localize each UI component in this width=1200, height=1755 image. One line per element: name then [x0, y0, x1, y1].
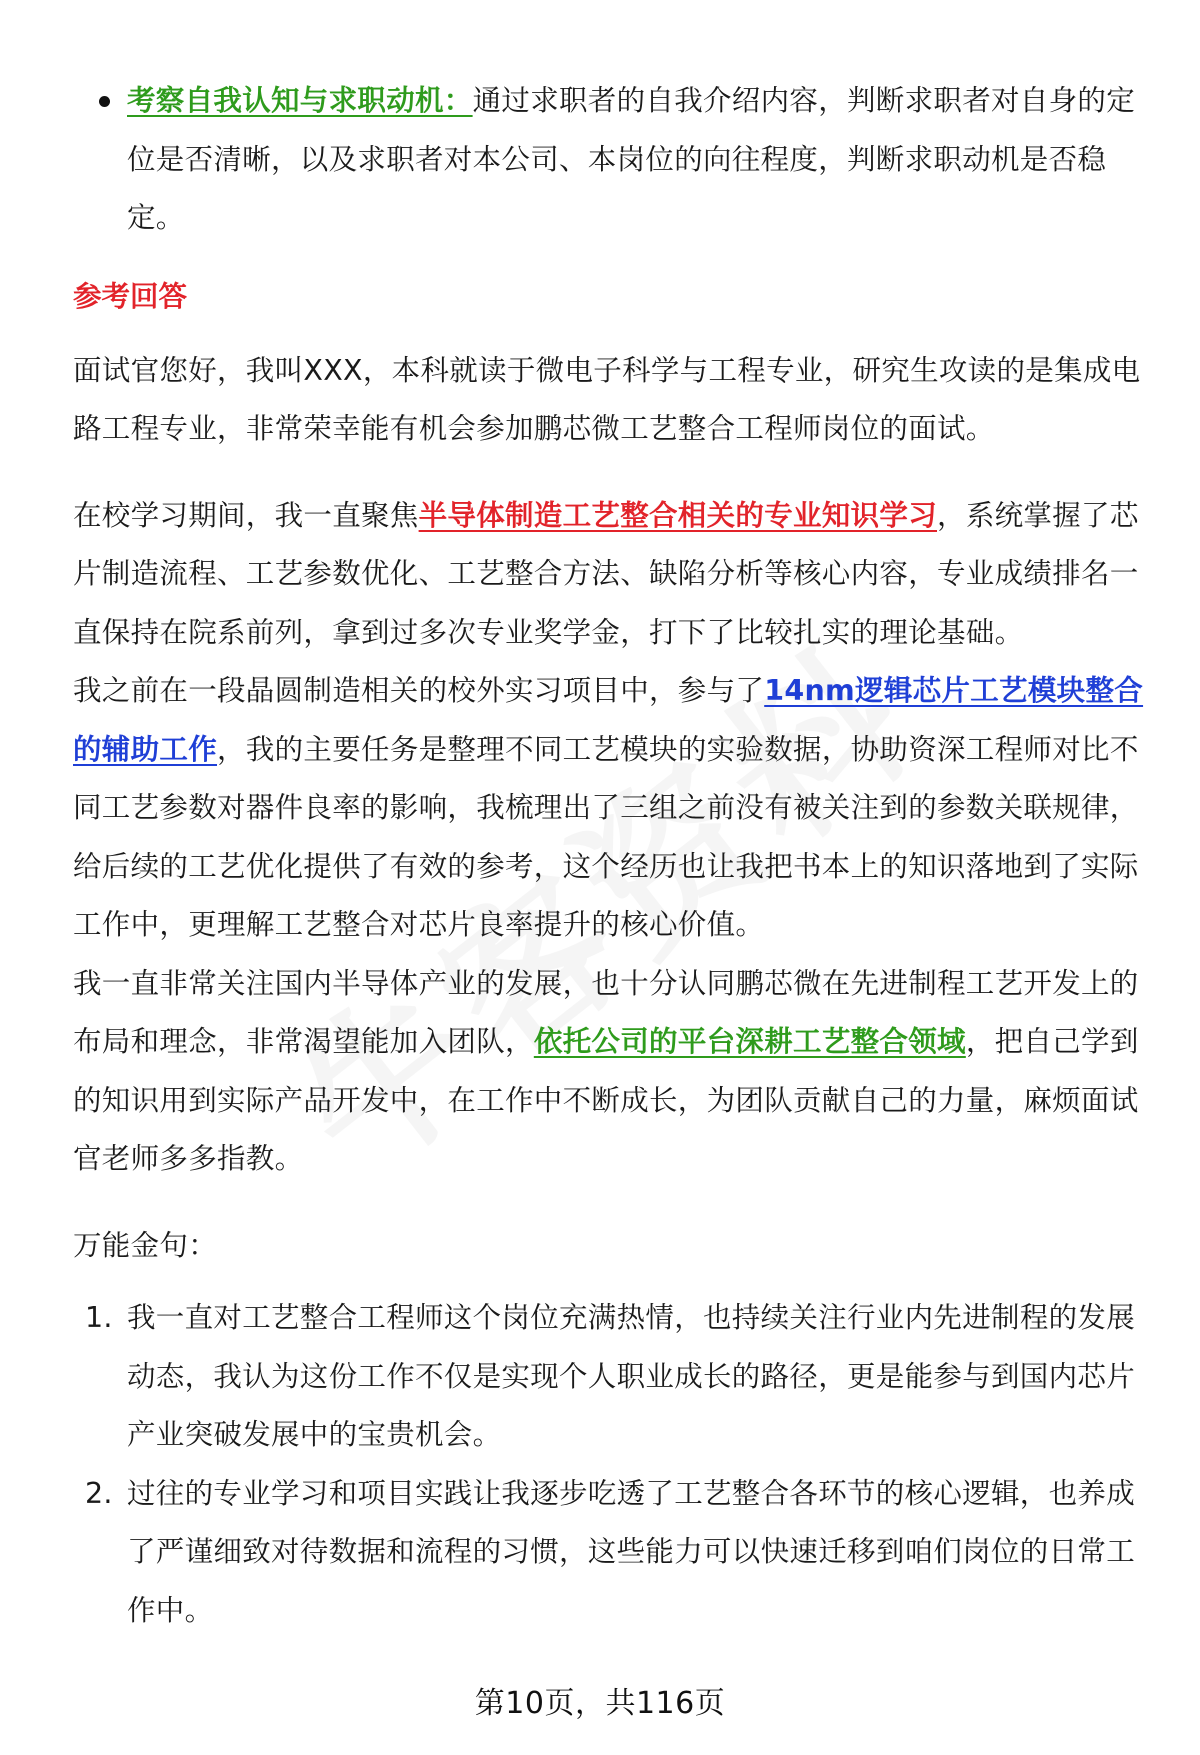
- paragraph-intro: 面试官您好，我叫XXX，本科就读于微电子科学与工程专业，研究生攻读的是集成电路工程专业，非常荣幸能有机会参加鹏芯微工艺整合工程师岗位的面试。: [73, 353, 1141, 445]
- paragraph-internship: [73, 662, 1148, 955]
- golden-list: [73, 1289, 1148, 1640]
- page-content: [73, 72, 1148, 1640]
- page-number: 第10页，共116页: [474, 1686, 726, 1721]
- paragraph-study: [73, 487, 1148, 663]
- paragraph-internship-pre: 我之前在一段晶圆制造相关的校外实习项目中，参与了: [73, 674, 765, 707]
- paragraph-motivation-post: ，把自己学到的知识用到实际产品开发中，在工作中不断成长，为团队贡献自己的力量，麻烦面试官老师多多指教。: [73, 1025, 1139, 1175]
- section-heading: 参考回答: [73, 279, 188, 313]
- list-number: 2.: [85, 1476, 113, 1510]
- bullet-label: 考察自我认知与求职动机：: [127, 84, 473, 117]
- list-item: [73, 1289, 1148, 1465]
- bullet-text: 通过求职者的自我介绍内容，判断求职者对自身的定位是否清晰，以及求职者对本公司、本岗位的向往程度，判断求职动机是否稳定。: [127, 84, 1136, 234]
- highlight-internship: 14nm逻辑芯片工艺模块整合的辅助工作: [73, 674, 1144, 766]
- list-text: 过往的专业学习和项目实践让我逐步吃透了工艺整合各环节的核心逻辑，也养成了严谨细致对待数据和流程的习惯，这些能力可以快速迁移到咱们岗位的日常工作中。: [127, 1476, 1136, 1627]
- paragraph-motivation: [73, 955, 1148, 1189]
- highlight-motivation: 依托公司的平台深耕工艺整合领域: [533, 1025, 966, 1058]
- highlight-study: 半导体制造工艺整合相关的专业知识学习: [418, 498, 938, 532]
- paragraph-study-pre: 在校学习期间，我一直聚焦: [73, 498, 419, 532]
- bullet-icon: [99, 96, 110, 107]
- bullet-item: [73, 72, 1148, 248]
- paragraph-study-post: ，系统掌握了芯片制造流程、工艺参数优化、工艺整合方法、缺陷分析等核心内容，专业成绩排名一直保持在院系前列，拿到过多次专业奖学金，打下了比较扎实的理论基础。: [73, 498, 1139, 649]
- list-number: 1.: [85, 1301, 113, 1334]
- list-text: 我一直对工艺整合工程师这个岗位充满热情，也持续关注行业内先进制程的发展动态，我认为这份工作不仅是实现个人职业成长的路径，更是能参与到国内芯片产业突破发展中的宝贵机会。: [127, 1301, 1136, 1451]
- golden-title: 万能金句：: [73, 1228, 218, 1262]
- list-item: [73, 1465, 1148, 1641]
- paragraph-motivation-pre: 我一直非常关注国内半导体产业的发展，也十分认同鹏芯微在先进制程工艺开发上的布局和理念，非常渴望能加入团队，: [73, 966, 1139, 1058]
- paragraph-internship-post: ，我的主要任务是整理不同工艺模块的实验数据，协助资深工程师对比不同工艺参数对器件良率的影响，我梳理出了三组之前没有被关注到的参数关联规律，给后续的工艺优化提供了有效的参考，这个经历也让我把书本上的知识落地到了实际工作中，更理解工艺整合对芯片良率提升的核心价值。: [73, 732, 1139, 941]
